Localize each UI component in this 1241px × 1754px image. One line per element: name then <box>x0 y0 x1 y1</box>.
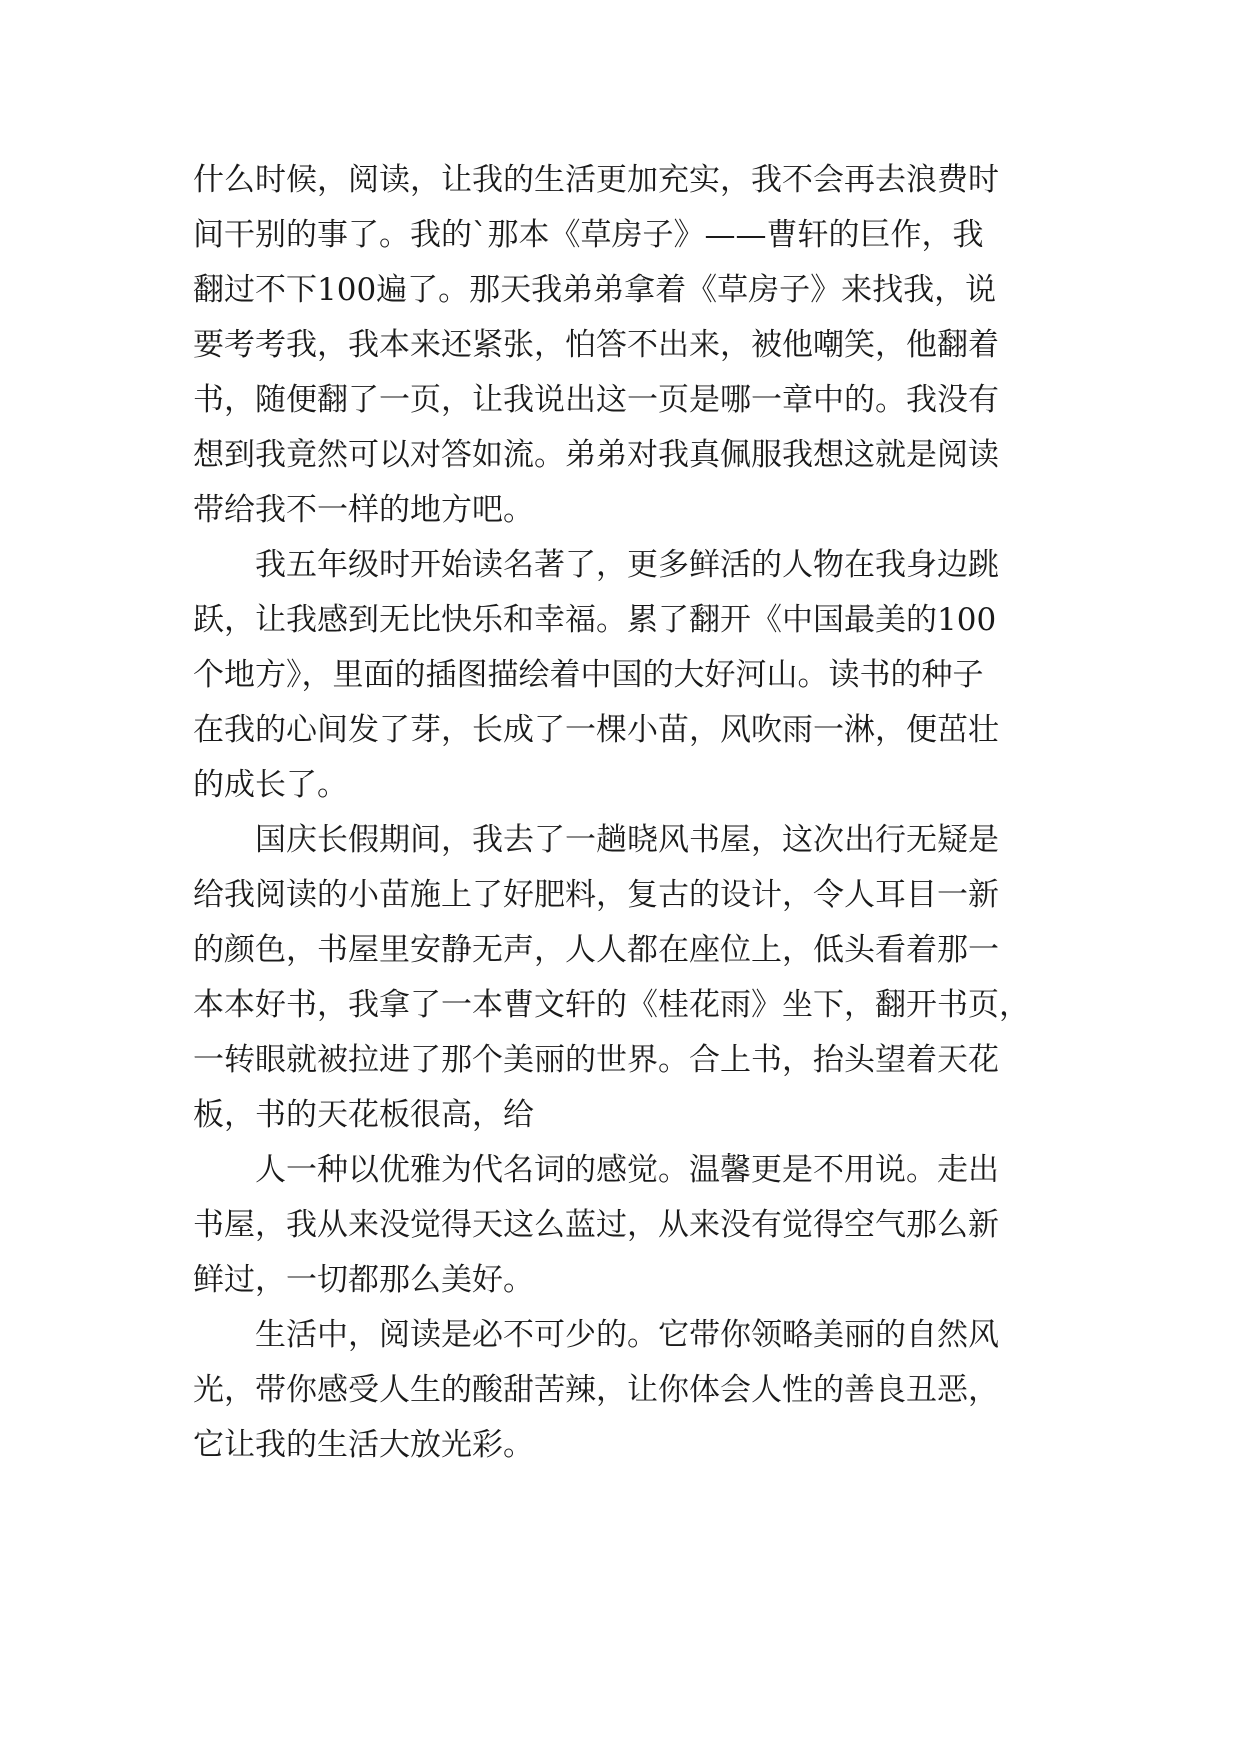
paragraph-start-line: 国庆长假期间，我去了一趟晓风书屋，这次出行无疑是 <box>255 822 999 858</box>
paragraph-start-line: 生活中，阅读是必不可少的。它带你领略美丽的自然风 <box>255 1317 999 1353</box>
text-line: 带给我不一样的地方吧。 <box>193 492 534 528</box>
text-line: 光，带你感受人生的酸甜苦辣，让你体会人性的善良丑恶， <box>193 1372 999 1408</box>
text-line: 想到我竟然可以对答如流。弟弟对我真佩服我想这就是阅读 <box>193 437 999 473</box>
text-line: 给我阅读的小苗施上了好肥料，复古的设计，令人耳目一新 <box>193 877 999 913</box>
text-line: 书，随便翻了一页，让我说出这一页是哪一章中的。我没有 <box>193 382 999 418</box>
text-line: 的成长了。 <box>193 767 348 803</box>
text-line: 要考考我，我本来还紧张，怕答不出来，被他嘲笑，他翻着 <box>193 327 999 363</box>
text-line: 鲜过，一切都那么美好。 <box>193 1262 534 1298</box>
text-line: 的颜色，书屋里安静无声，人人都在座位上，低头看着那一 <box>193 932 999 968</box>
text-line: 翻过不下100遍了。那天我弟弟拿着《草房子》来找我，说 <box>193 272 997 308</box>
paragraph-start-line: 人一种以优雅为代名词的感觉。温馨更是不用说。走出 <box>255 1152 999 1188</box>
text-line: 在我的心间发了芽，长成了一棵小苗，风吹雨一淋，便茁壮 <box>193 712 999 748</box>
text-line: 本本好书，我拿了一本曹文轩的《桂花雨》坐下，翻开书页， <box>193 987 1030 1023</box>
text-line: 个地方》，里面的插图描绘着中国的大好河山。读书的种子 <box>193 657 984 693</box>
paragraph-start-line: 我五年级时开始读名著了，更多鲜活的人物在我身边跳 <box>255 547 999 583</box>
text-line: 间干别的事了。我的`那本《草房子》——曹轩的巨作，我 <box>193 217 984 253</box>
text-line: 一转眼就被拉进了那个美丽的世界。合上书，抬头望着天花 <box>193 1042 999 1078</box>
text-line: 它让我的生活大放光彩。 <box>193 1427 534 1463</box>
text-line: 什么时候，阅读，让我的生活更加充实，我不会再去浪费时 <box>193 162 999 198</box>
text-line: 书屋，我从来没觉得天这么蓝过，从来没有觉得空气那么新 <box>193 1207 999 1243</box>
text-line: 跃，让我感到无比快乐和幸福。累了翻开《中国最美的100 <box>193 602 997 638</box>
text-line: 板，书的天花板很高，给 <box>193 1097 534 1133</box>
